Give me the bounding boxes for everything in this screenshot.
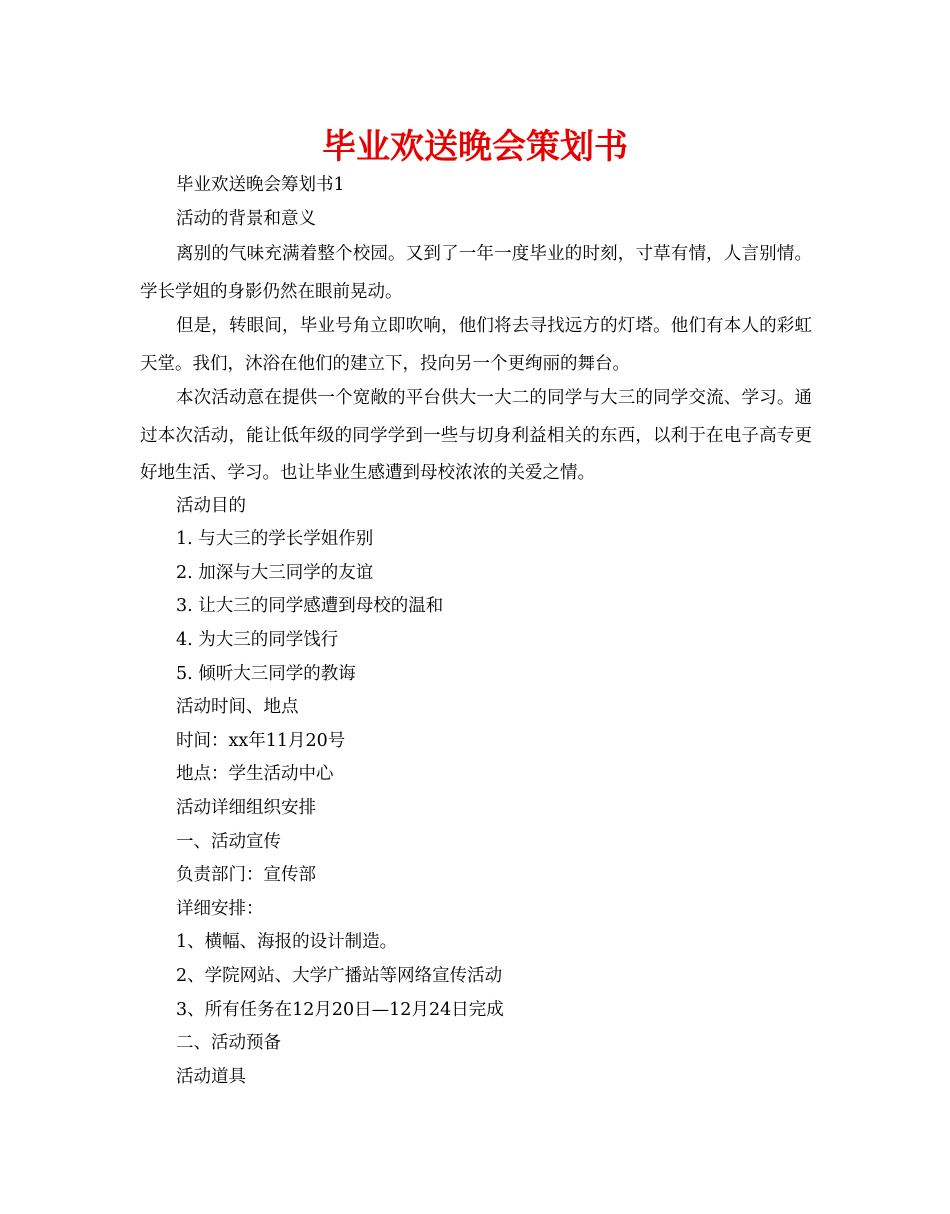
list-item: 3、所有任务在12月20日—12月24日完成 — [176, 999, 504, 1020]
section-heading: 二、活动预备 — [176, 1033, 281, 1054]
text-line: 活动道具 — [176, 1066, 246, 1087]
paragraph: 离别的气味充满着整个校园。又到了一年一度毕业的时刻，寸草有情，人言别情。学长学姐的身影仍然在眼前晃动。 — [140, 244, 812, 302]
text-line: 时间：xx年11月20号 — [176, 730, 346, 751]
list-item: 1. 与大三的学长学姐作别 — [176, 529, 374, 550]
text-line: 详细安排： — [176, 898, 264, 919]
text-line: 负责部门：宣传部 — [176, 865, 316, 886]
section-heading: 一、活动宣传 — [176, 831, 281, 852]
document-body — [140, 169, 812, 1094]
paragraph: 但是，转眼间，毕业号角立即吹响，他们将去寻找远方的灯塔。他们有本人的彩虹天堂。我们，沐浴在他们的建立下，投向另一个更绚丽的舞台。 — [140, 316, 812, 374]
list-item: 5. 倾听大三同学的教诲 — [176, 663, 356, 684]
list-item: 2. 加深与大三同学的友谊 — [176, 562, 374, 583]
list-item: 3. 让大三的同学感遭到母校的温和 — [176, 596, 444, 617]
list-item: 2、学院网站、大学广播站等网络宣传活动 — [176, 966, 503, 986]
list-item: 1、横幅、海报的设计制造。 — [176, 932, 398, 953]
text-line: 地点：学生活动中心 — [176, 764, 334, 785]
section-heading: 毕业欢送晚会筹划书1 — [176, 175, 345, 195]
list-item: 4. 为大三的同学饯行 — [176, 630, 339, 651]
paragraph: 本次活动意在提供一个宽敞的平台供大一大二的同学与大三的同学交流、学习。通过本次活动，能让低年级的同学学到一些与切身利益相关的东西，以利于在电子高专更好地生活、学习。也让毕业生感遭到母校浓浓的关爱之情。 — [140, 388, 812, 484]
section-heading: 活动时间、地点 — [176, 697, 299, 718]
document-title: 毕业欢送晚会策划书 — [322, 127, 628, 167]
section-heading: 活动目的 — [176, 495, 246, 516]
section-heading: 活动详细组织安排 — [176, 798, 316, 819]
section-heading: 活动的背景和意义 — [176, 208, 316, 229]
